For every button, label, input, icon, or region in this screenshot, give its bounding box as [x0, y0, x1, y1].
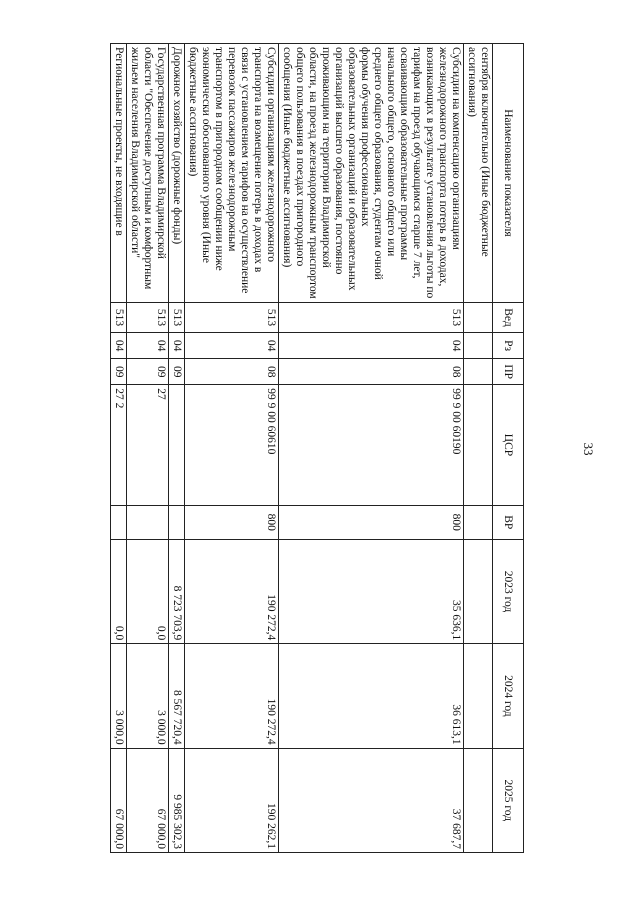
page-number: 33: [581, 442, 596, 456]
header-2024: 2024 год: [493, 644, 524, 748]
cell-pr: 09: [169, 359, 185, 385]
cell-rz: 04: [185, 333, 279, 359]
cell-vr: 800: [185, 505, 279, 539]
cell-pr: 08: [279, 359, 464, 385]
header-csr: ЦСР: [493, 385, 524, 505]
header-name: Наименование показателя: [493, 44, 524, 303]
cell-2024: 3 000,0: [127, 644, 169, 748]
cell-vr: 800: [279, 505, 464, 539]
header-2023: 2023 год: [493, 539, 524, 643]
cell-2025: 190 262,1: [185, 748, 279, 852]
cell-name: сентября включительно (Иные бюджетные ассигнования): [464, 44, 493, 303]
cell-vr: [111, 505, 127, 539]
cell-2025: 9 985 302,3: [169, 748, 185, 852]
cell-name: Региональные проекты, не входящие в: [111, 44, 127, 303]
cell-csr: [464, 385, 493, 505]
cell-pr: 08: [185, 359, 279, 385]
cell-csr: 27: [127, 385, 169, 505]
cell-rz: 04: [279, 333, 464, 359]
cell-2025: 67 000,0: [111, 748, 127, 852]
table-row: [185, 44, 279, 853]
cell-2023: [464, 539, 493, 643]
cell-ved: 513: [185, 302, 279, 332]
cell-pr: 09: [127, 359, 169, 385]
table-row: [111, 44, 127, 853]
cell-2025: [464, 748, 493, 852]
cell-name: Субсидии организациям железнодорожного транспорта на возмещение потерь в доходах в связи с установлением тарифов на осуществление перевозок пассажиров железнодорожным транспортом в пригородном сообщении ниже экономически обоснованного уровня (Иные бюджетные ассигнования): [185, 44, 279, 303]
cell-2023: 35 636,1: [279, 539, 464, 643]
cell-vr: [169, 505, 185, 539]
cell-rz: 04: [127, 333, 169, 359]
cell-2024: 190 272,4: [185, 644, 279, 748]
cell-name: Субсидии на компенсацию организациям железнодорожного транспорта потерь в доходах, возникающих в результате установления льготы по тарифам на проезд обучающимся старше 7 лет, осваивающим образовательные программы начального общего, основного общего или среднего общего образования, студентам очной формы обучения профессиональных образовательных организаций и образовательных организаций высшего образования, постоянно проживающим на территории Владимирской области, на проезд железнодорожным транспортом общего пользования в поездах пригородного сообщения (Иные бюджетные ассигнования): [279, 44, 464, 303]
cell-2024: [464, 644, 493, 748]
cell-csr: 27 2: [111, 385, 127, 505]
cell-rz: 04: [111, 333, 127, 359]
cell-ved: 513: [111, 302, 127, 332]
header-rz: Рз: [493, 333, 524, 359]
cell-ved: 513: [169, 302, 185, 332]
cell-name: Государственная программа Владимирской области "Обеспечение доступным и комфортным жильем населения Владимирской области": [127, 44, 169, 303]
table-row: [464, 44, 493, 853]
cell-name: Дорожное хозяйство (дорожные фонды): [169, 44, 185, 303]
cell-2025: 37 687,7: [279, 748, 464, 852]
table-row: [279, 44, 464, 853]
cell-ved: 513: [279, 302, 464, 332]
cell-pr: 09: [111, 359, 127, 385]
cell-2025: 67 000,0: [127, 748, 169, 852]
cell-2023: 8 723 703,9: [169, 539, 185, 643]
budget-table: [110, 43, 524, 853]
cell-ved: 513: [127, 302, 169, 332]
header-ved: Вед: [493, 302, 524, 332]
cell-csr: 99 9 00 60190: [279, 385, 464, 505]
cell-vr: [127, 505, 169, 539]
cell-rz: [464, 333, 493, 359]
cell-2024: 36 613,1: [279, 644, 464, 748]
cell-2024: 3 000,0: [111, 644, 127, 748]
cell-2024: 8 567 720,4: [169, 644, 185, 748]
header-2025: 2025 год: [493, 748, 524, 852]
cell-csr: 99 9 00 60610: [185, 385, 279, 505]
table-header-row: [493, 44, 524, 853]
table-row: [127, 44, 169, 853]
cell-vr: [464, 505, 493, 539]
budget-table-sheet: [24, 43, 524, 853]
cell-2023: 0,0: [111, 539, 127, 643]
header-pr: ПР: [493, 359, 524, 385]
cell-2023: 0,0: [127, 539, 169, 643]
header-vr: ВР: [493, 505, 524, 539]
table-row: [169, 44, 185, 853]
cell-2023: 190 272,4: [185, 539, 279, 643]
cell-pr: [464, 359, 493, 385]
cell-rz: 04: [169, 333, 185, 359]
cell-csr: [169, 385, 185, 505]
cell-ved: [464, 302, 493, 332]
